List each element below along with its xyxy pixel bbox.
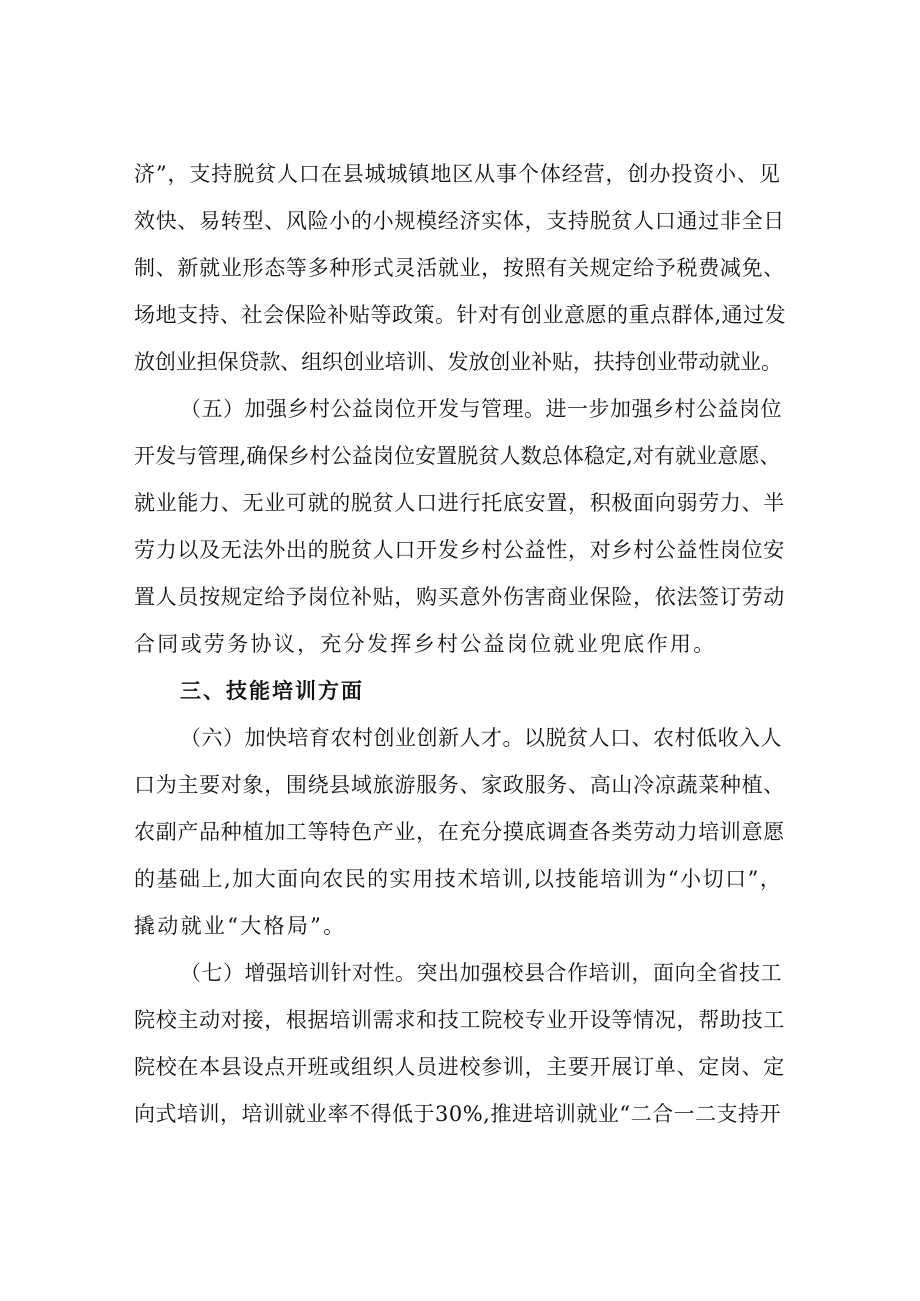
body-line: 劳力以及无法外出的脱贫人口开发乡村公益性，对乡村公益性岗位安 (134, 538, 785, 562)
body-line: 农副产品种植加工等特色产业，在充分摸底调查各类劳动力培训意愿 (134, 820, 785, 844)
section-six-paragraph-start: （六）加快培育农村创业创新人才。以脱贫人口、农村低收入人 (180, 726, 782, 750)
body-line: 的基础上,加大面向农民的实用技术培训,以技能培训为“小切口”， (134, 867, 783, 891)
body-line: 放创业担保贷款、组织创业培训、发放创业补贴，扶持创业带动就业。 (134, 350, 782, 374)
body-line: 场地支持、社会保险补贴等政策。针对有创业意愿的重点群体,通过发 (134, 303, 787, 327)
body-line: 撬动就业“大格局”。 (134, 914, 347, 938)
section-seven-paragraph-start: （七）增强培训针对性。突出加强校县合作培训，面向全省技工 (180, 961, 782, 985)
body-line: 就业能力、无业可就的脱贫人口进行托底安置，积极面向弱劳力、半 (134, 491, 785, 515)
body-line: 合同或劳务协议，充分发挥乡村公益岗位就业兜底作用。 (134, 632, 717, 656)
body-line: 开发与管理,确保乡村公益岗位安置脱贫人数总体稳定,对有就业意愿、 (134, 444, 781, 468)
body-line: 口为主要对象，围绕县域旅游服务、家政服务、高山冷凉蔬菜种植、 (134, 773, 785, 797)
body-line: 向式培训，培训就业率不得低于30%,推进培训就业“二合一二支持开 (134, 1102, 782, 1126)
body-line: 院校在本县设点开班或组织人员进校参训，主要开展订单、定岗、定 (134, 1055, 785, 1079)
section-heading-skills-training: 三、技能培训方面 (180, 679, 364, 703)
body-line: 制、新就业形态等多种形式灵活就业，按照有关规定给予税费减免、 (134, 256, 785, 280)
body-line: 院校主动对接，根据培训需求和技工院校专业开设等情况，帮助技工 (134, 1008, 785, 1032)
body-line: 效快、易转型、风险小的小规模经济实体，支持脱贫人口通过非全日 (134, 209, 785, 233)
body-line: 置人员按规定给予岗位补贴，购买意外伤害商业保险，依法签订劳动 (134, 585, 785, 609)
body-line: 济”，支持脱贫人口在县城城镇地区从事个体经营，创办投资小、见 (134, 162, 781, 186)
section-five-paragraph-start: （五）加强乡村公益岗位开发与管理。进一步加强乡村公益岗位 (180, 397, 782, 421)
